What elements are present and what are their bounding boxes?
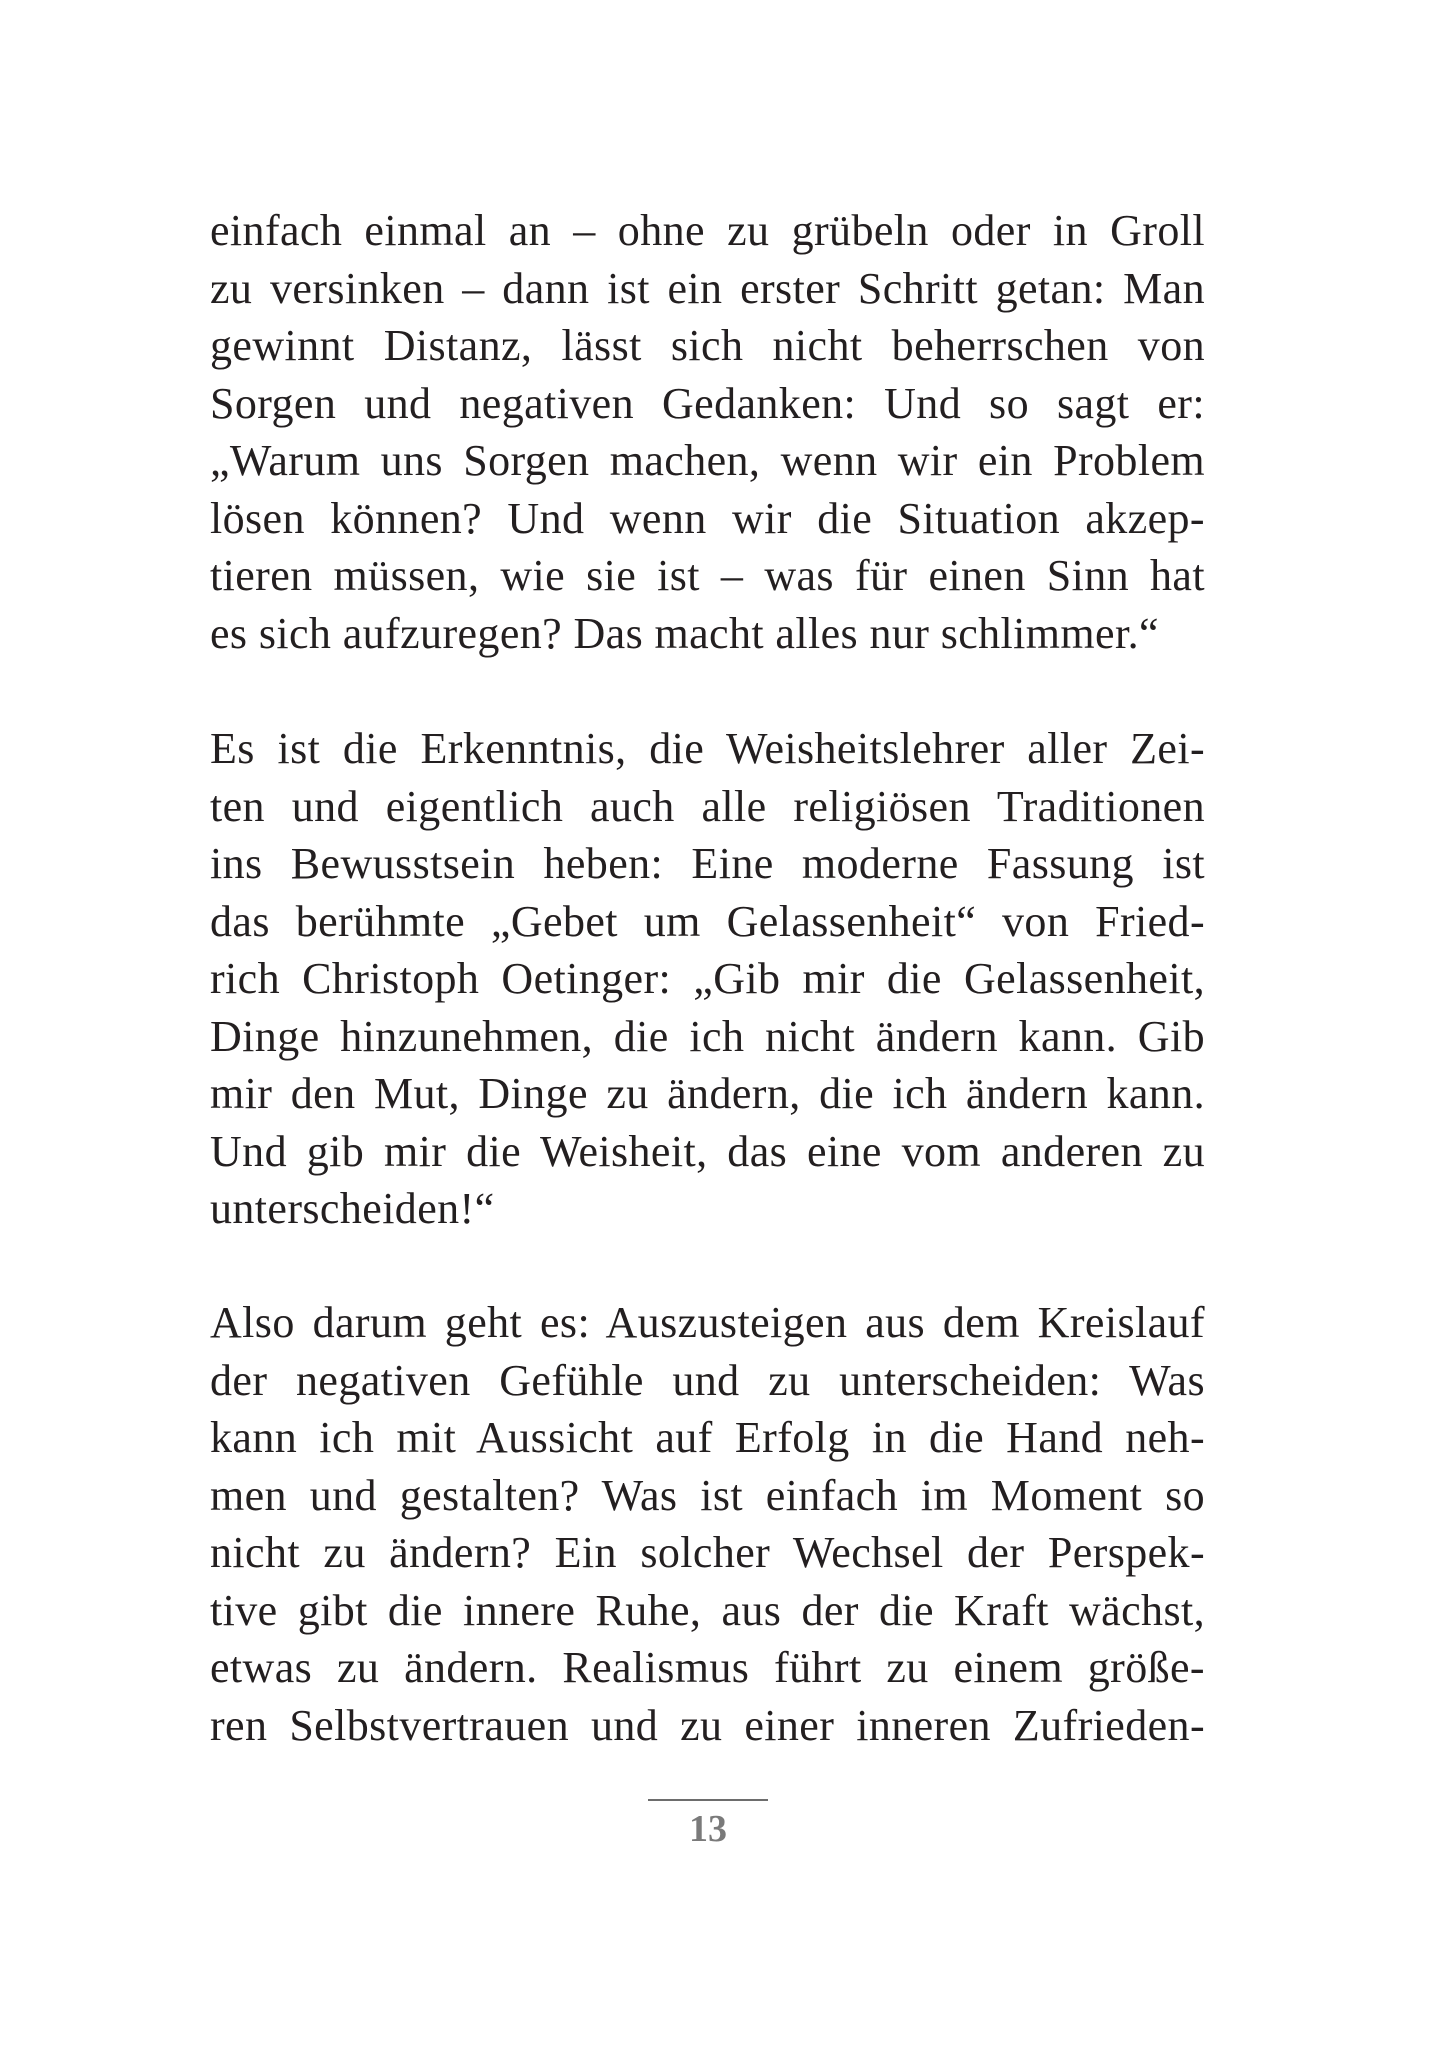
paragraph-1 <box>210 202 1205 662</box>
text-line: zu versinken – dann ist ein erster Schritt getan: Man <box>210 263 1205 313</box>
text-line: ten und eigentlich auch alle religiösen Traditionen <box>210 781 1205 831</box>
text-line: unterscheiden!“ <box>210 1184 495 1233</box>
text-line: es sich aufzuregen? Das macht alles nur schlimmer.“ <box>210 608 1159 658</box>
footer-divider <box>648 1799 768 1801</box>
text-line: Also darum geht es: Auszusteigen aus dem Kreislauf <box>210 1298 1205 1347</box>
page-number: 13 <box>689 1808 727 1850</box>
text-line: etwas zu ändern. Realismus führt zu einem größe- <box>210 1643 1205 1692</box>
text-line: lösen können? Und wenn wir die Situation akzep- <box>210 493 1205 543</box>
text-line: ren Selbstvertrauen und zu einer inneren Zufrieden- <box>210 1700 1205 1750</box>
paragraph-2 <box>210 720 1205 1238</box>
text-line: ins Bewusstsein heben: Eine moderne Fassung ist <box>210 839 1205 888</box>
text-line: gewinnt Distanz, lässt sich nicht beherrschen von <box>210 321 1205 370</box>
text-line: tieren müssen, wie sie ist – was für einen Sinn hat <box>210 551 1205 600</box>
text-line: mir den Mut, Dinge zu ändern, die ich ändern kann. <box>210 1069 1205 1118</box>
text-line: Dinge hinzunehmen, die ich nicht ändern kann. Gib <box>210 1011 1205 1061</box>
text-line: tive gibt die innere Ruhe, aus der die Kraft wächst, <box>210 1585 1205 1635</box>
text-line: men und gestalten? Was ist einfach im Moment so <box>210 1470 1205 1520</box>
text-line: das berühmte „Gebet um Gelassenheit“ von Fried- <box>210 896 1205 946</box>
text-line: der negativen Gefühle und zu unterscheiden: Was <box>210 1355 1205 1405</box>
text-line: nicht zu ändern? Ein solcher Wechsel der Perspek- <box>210 1528 1205 1577</box>
text-line: rich Christoph Oetinger: „Gib mir die Gelassenheit, <box>210 954 1205 1003</box>
text-line: Es ist die Erkenntnis, die Weisheitslehrer aller Zei- <box>210 724 1205 773</box>
text-line: kann ich mit Aussicht auf Erfolg in die Hand neh- <box>210 1413 1205 1462</box>
text-line: Und gib mir die Weisheit, das eine vom anderen zu <box>210 1126 1205 1176</box>
text-line: Sorgen und negativen Gedanken: Und so sagt er: <box>210 378 1205 428</box>
text-line: einfach einmal an – ohne zu grübeln oder in Groll <box>210 206 1205 255</box>
text-line: „Warum uns Sorgen machen, wenn wir ein Problem <box>210 436 1205 485</box>
paragraph-3 <box>210 1294 1205 1754</box>
